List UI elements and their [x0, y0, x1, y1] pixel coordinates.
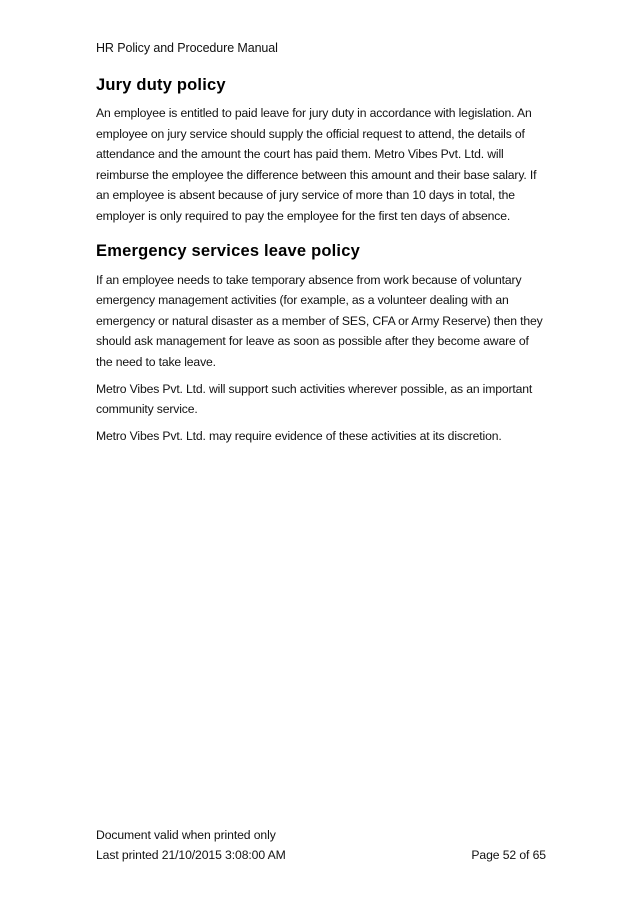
footer-last-printed: Last printed 21/10/2015 3:08:00 AM — [96, 848, 286, 862]
footer-validity-note: Document valid when printed only — [96, 828, 276, 842]
section-heading-jury-duty: Jury duty policy — [96, 76, 226, 94]
footer-page-number: Page 52 of 65 — [471, 848, 546, 862]
jury-duty-paragraph: An employee is entitled to paid leave for jury duty in accordance with legislation. An employee on jury service should supply the official request to attend, the details of attendance and the amount the court has paid them. Metro Vibes Pvt. Ltd. will reimburse the employee the difference between this amount and their base salary. If an employee is absent because of jury service of more than 10 days in total, the employer is only required to pay the employee for the first ten days of absence. — [96, 106, 537, 223]
footer-print-info — [96, 848, 546, 862]
emergency-paragraph-1: If an employee needs to take temporary absence from work because of voluntary emergency management activities (for example, as a volunteer dealing with an emergency or natural disaster as a member of SES, CFA or Army Reserve) then they should ask management for leave as soon as possible after they become aware of the need to take leave. — [96, 272, 543, 369]
emergency-paragraph-3: Metro Vibes Pvt. Ltd. may require evidence of these activities at its discretion. — [96, 428, 502, 443]
section-heading-emergency-services: Emergency services leave policy — [96, 241, 360, 260]
page-body — [96, 76, 546, 452]
running-header: HR Policy and Procedure Manual — [96, 41, 278, 55]
emergency-paragraph-2: Metro Vibes Pvt. Ltd. will support such activities wherever possible, as an important community service. — [96, 381, 533, 417]
